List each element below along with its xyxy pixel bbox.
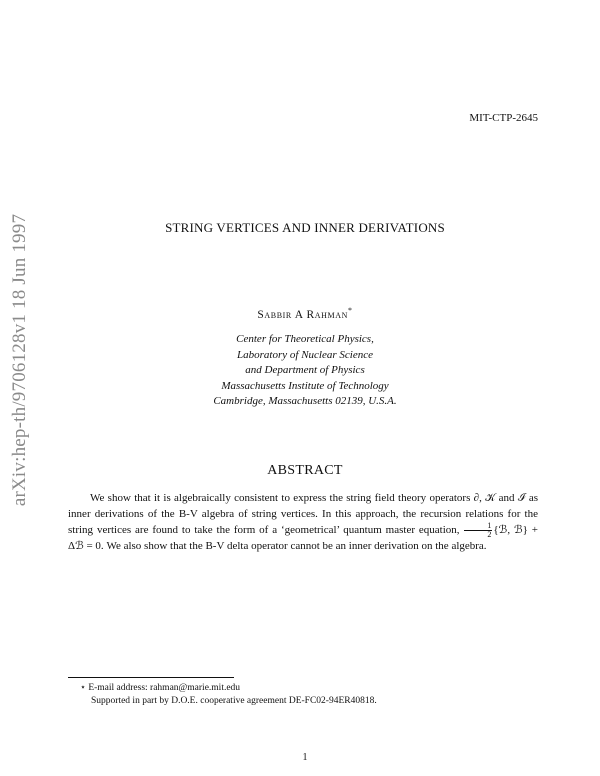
paper-title: STRING VERTICES AND INNER DERIVATIONS — [165, 220, 445, 235]
master-equation: {ℬ, ℬ} + Δℬ = 0. — [68, 524, 538, 552]
affiliation-line: Center for Theoretical Physics, — [236, 333, 374, 345]
affiliation-line: Massachusetts Institute of Technology — [221, 379, 389, 392]
abstract-body — [68, 491, 538, 555]
affiliation-line: Laboratory of Nuclear Science — [237, 348, 373, 361]
footnote-rule — [68, 677, 234, 678]
footnote-email: ⋆ E-mail address: rahman@marie.mit.edu — [80, 683, 241, 693]
arxiv-stamp-text: arXiv:hep-th/9706128v1 18 Jun 1997 — [9, 213, 30, 507]
affiliation — [0, 332, 600, 410]
author-line — [0, 306, 600, 321]
fraction-one-half — [464, 522, 492, 539]
abstract-text-part2: We also show that the B-V delta operator cannot be an inner derivation on the algebra. — [103, 540, 487, 552]
abstract-heading: ABSTRACT — [267, 463, 343, 478]
footnote-support: Supported in part by D.O.E. cooperative agreement DE-FC02-94ER40818. — [91, 696, 377, 706]
affiliation-line: and Department of Physics — [245, 364, 365, 376]
report-number: MIT-CTP-2645 — [469, 112, 538, 124]
author-name: Sabbir A Rahman — [257, 308, 348, 321]
author-footnote-marker: * — [347, 306, 353, 315]
affiliation-line: Cambridge, Massachusetts 02139, U.S.A. — [213, 395, 397, 407]
fraction-denominator: 2 — [487, 530, 492, 539]
page-number: 1 — [302, 752, 308, 763]
fraction-numerator: 1 — [464, 522, 492, 531]
abstract-text-part1: We show that it is algebraically consistent to express the string field theory operators ∂, 𝒦 and ℐ as inner derivations of the B-V algebra of string vertices. In this approach, the recursion relations for the string vertices are found to take the form of a ‘geometrical’ quantum master equation, — [68, 492, 538, 537]
